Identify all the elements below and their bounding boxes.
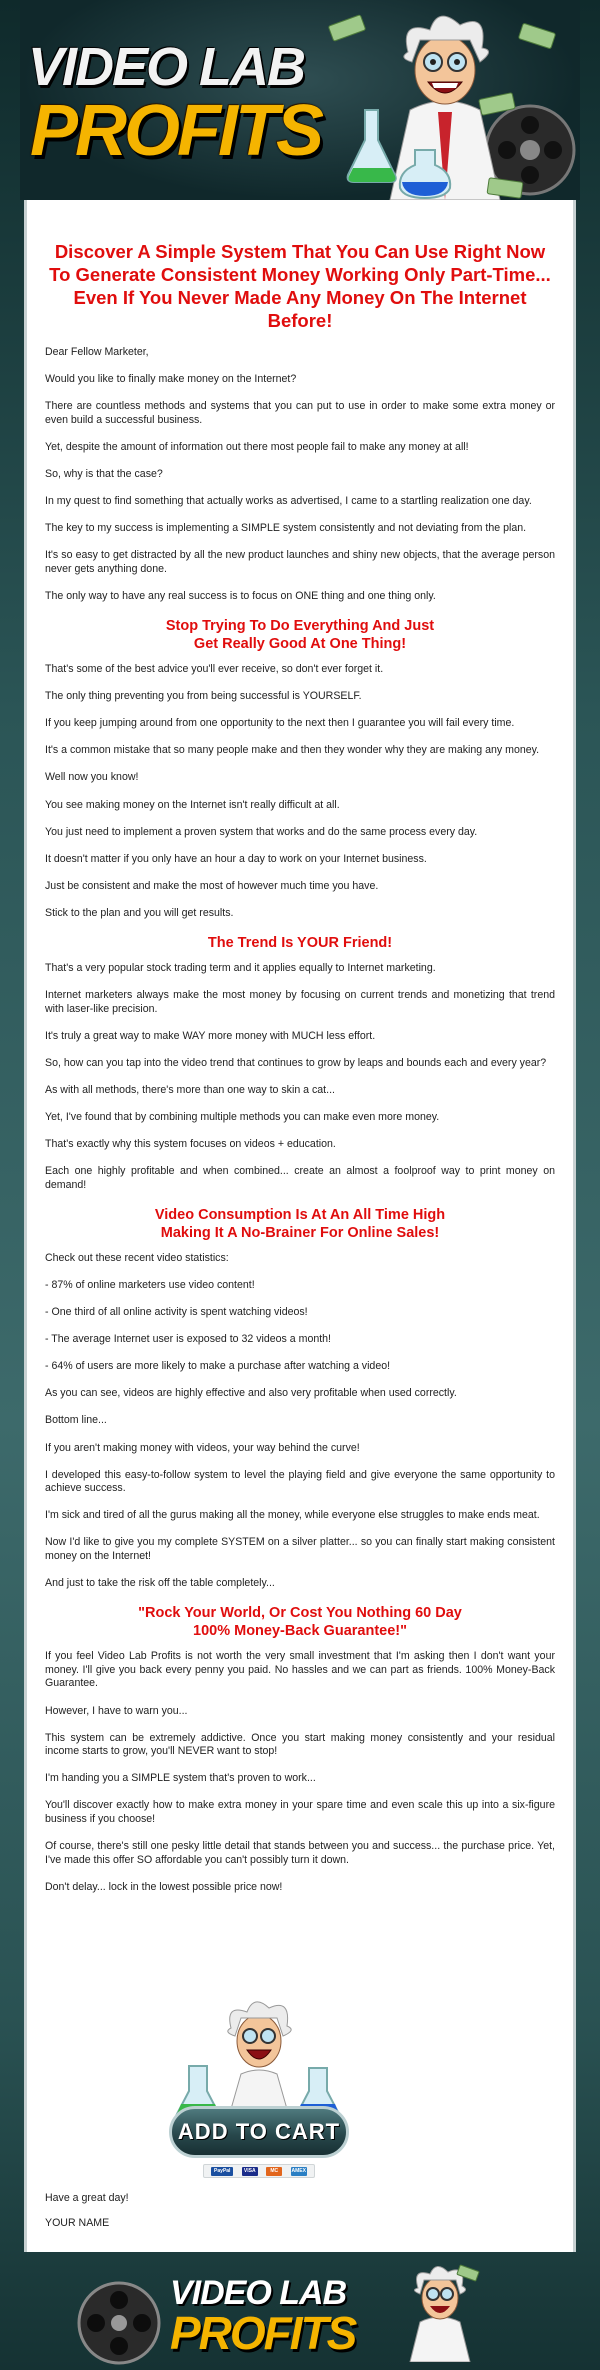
paragraph: Well now you know! [45, 771, 139, 784]
guarantee-headline [45, 1604, 555, 1640]
film-reel-icon [74, 2278, 164, 2368]
paragraph: However, I have to warn you... [45, 1704, 188, 1717]
paragraph: You just need to implement a proven system that works and do the same process every day. [45, 825, 478, 838]
visa-icon: VISA [242, 2167, 258, 2176]
payment-methods [203, 2164, 315, 2178]
paragraph: Each one highly profitable and when combined... create an almost a foolproof way to print money on demand! [45, 1165, 555, 1191]
paragraph: In my quest to find something that actually works as advertised, I came to a startling realization one day. [45, 495, 532, 508]
paragraph: If you feel Video Lab Profits is not worth the very small investment that I'm asking then I don't want your money. I'll give you back every penny you paid. No hassles and we can part as friends. 100% Money-Back Guarantee. [45, 1650, 555, 1690]
paragraph: So, why is that the case? [45, 467, 163, 480]
paragraph: The only thing preventing you from being successful is YOURSELF. [45, 690, 362, 703]
paragraph: That's exactly why this system focuses on videos + education. [45, 1138, 336, 1151]
signature-block [45, 2192, 129, 2229]
paragraph: If you keep jumping around from one opportunity to the next then I guarantee you will fail every time. [45, 717, 515, 730]
subheadline-line: Stop Trying To Do Everything And Just [165, 618, 435, 635]
paragraph: The key to my success is implementing a SIMPLE system consistently and not deviating from the plan. [45, 522, 527, 535]
guarantee-line: 100% Money-Back Guarantee!" [193, 1623, 407, 1640]
subheadline [45, 617, 555, 653]
paragraph: I'm sick and tired of all the gurus making all the money, while everyone else struggles to make ends meat. [45, 1509, 540, 1522]
paragraph: Internet marketers always make the most money by focusing on current trends and monetizing that trend with laser-like precision. [45, 989, 555, 1015]
paragraph: You see making money on the Internet isn't really difficult at all. [45, 798, 340, 811]
logo-text-video-lab: VIDEO LAB [28, 37, 305, 97]
logo-text-profits: PROFITS [30, 91, 322, 171]
stat-item: - 87% of online marketers use video content! [45, 1279, 255, 1291]
paragraph: Yet, despite the amount of information out there most people fail to make any money at all! [45, 440, 469, 453]
paragraph: As with all methods, there's more than one way to skin a cat... [45, 1083, 335, 1096]
amex-icon: AMEX [291, 2167, 306, 2174]
subheadline: The Trend Is YOUR Friend! [207, 934, 393, 951]
footer-banner [70, 2256, 530, 2370]
scientist-mascot-icon [159, 1996, 359, 2116]
paragraph: If you aren't making money with videos, your way behind the curve! [45, 1441, 360, 1454]
closing-text: Have a great day! [45, 2192, 129, 2204]
subheadline [45, 1206, 555, 1242]
footer-logo-text-video-lab: VIDEO LAB [170, 2274, 347, 2312]
subheadline-line: Video Consumption Is At An All Time High [154, 1206, 446, 1223]
guarantee-line: "Rock Your World, Or Cost You Nothing 60 Day [138, 1605, 462, 1622]
paragraph: So, how can you tap into the video trend that continues to grow by leaps and bounds each and every year? [45, 1056, 547, 1069]
paragraph: Now I'd like to give you my complete SYSTEM on a silver platter... so you can finally start making consistent money on the Internet! [45, 1536, 555, 1563]
stat-item: - One third of all online activity is spent watching videos! [45, 1306, 308, 1319]
paragraph: The only way to have any real success is to focus on ONE thing and one thing only. [45, 589, 436, 602]
paragraph: And just to take the risk off the table completely... [45, 1577, 275, 1590]
sales-copy [45, 240, 555, 1908]
content-panel [24, 200, 576, 2252]
paragraph: Just be consistent and make the most of however much time you have. [45, 879, 379, 892]
paragraph: Bottom line... [45, 1414, 107, 1427]
paragraph: Would you like to finally make money on the Internet? [45, 373, 297, 386]
paragraph: Yet, I've found that by combining multiple methods you can make even more money. [45, 1111, 440, 1124]
stat-item: - 64% of users are more likely to make a purchase after watching a video! [45, 1360, 391, 1373]
paragraph: You'll discover exactly how to make extra money in your spare time and even scale this up into a six-figure business if you choose! [45, 1799, 555, 1825]
mastercard-icon: MC [266, 2167, 282, 2176]
stat-item: - The average Internet user is exposed to 32 videos a month! [45, 1333, 332, 1346]
paragraph: It's truly a great way to make WAY more money with MUCH less effort. [45, 1029, 376, 1042]
scientist-mascot-icon [400, 2262, 480, 2362]
paragraph: Don't delay... lock in the lowest possible price now! [45, 1880, 283, 1893]
paragraph: I developed this easy-to-follow system to level the playing field and give everyone the same opportunity to achieve success. [45, 1468, 555, 1495]
paypal-icon: PayPal [211, 2167, 233, 2176]
paragraph: This system can be extremely addictive. Once you start making money consistently and your residual income starts to grow, you'll NEVER want to stop! [45, 1731, 555, 1758]
header-banner [20, 0, 580, 200]
paragraph: There are countless methods and systems that you can put to use in order to make some extra money or even build a successful business. [45, 400, 555, 426]
footer-logo-text-profits: PROFITS [170, 2307, 356, 2359]
main-headline: Discover A Simple System That You Can Use Right Now To Generate Consistent Money Working Only Part-Time... Even If You Never Made Any Money On The Internet Before! [49, 241, 551, 331]
paragraph: It's a common mistake that so many people make and then they wonder why they are making any money. [45, 744, 540, 757]
subheadline-line: Get Really Good At One Thing! [193, 636, 407, 653]
paragraph: It's so easy to get distracted by all the new product launches and shiny new objects, that the average person never gets anything done. [45, 549, 555, 575]
paragraph: Of course, there's still one pesky little detail that stands between you and success... the purchase price. Yet, I've made this offer SO affordable you can't possibly turn it down. [45, 1840, 555, 1866]
paragraph: I'm handing you a SIMPLE system that's proven to work... [45, 1772, 316, 1785]
paragraph: Check out these recent video statistics: [45, 1251, 229, 1264]
paragraph: That's some of the best advice you'll ever receive, so don't ever forget it. [45, 663, 384, 676]
paragraph: As you can see, videos are highly effective and also very profitable when used correctly. [45, 1387, 457, 1400]
add-to-cart-button[interactable]: ADD TO CART [169, 2106, 349, 2158]
paragraph: Dear Fellow Marketer, [45, 346, 149, 358]
paragraph: It doesn't matter if you only have an hour a day to work on your Internet business. [45, 852, 427, 865]
signature-name: YOUR NAME [45, 2217, 110, 2229]
paragraph: That's a very popular stock trading term and it applies equally to Internet marketing. [45, 961, 436, 974]
subheadline-line: Making It A No-Brainer For Online Sales! [160, 1224, 440, 1241]
scientist-mascot-illustration [320, 0, 580, 200]
paragraph: Stick to the plan and you will get results. [45, 906, 234, 919]
add-to-cart-area [159, 1996, 359, 2196]
